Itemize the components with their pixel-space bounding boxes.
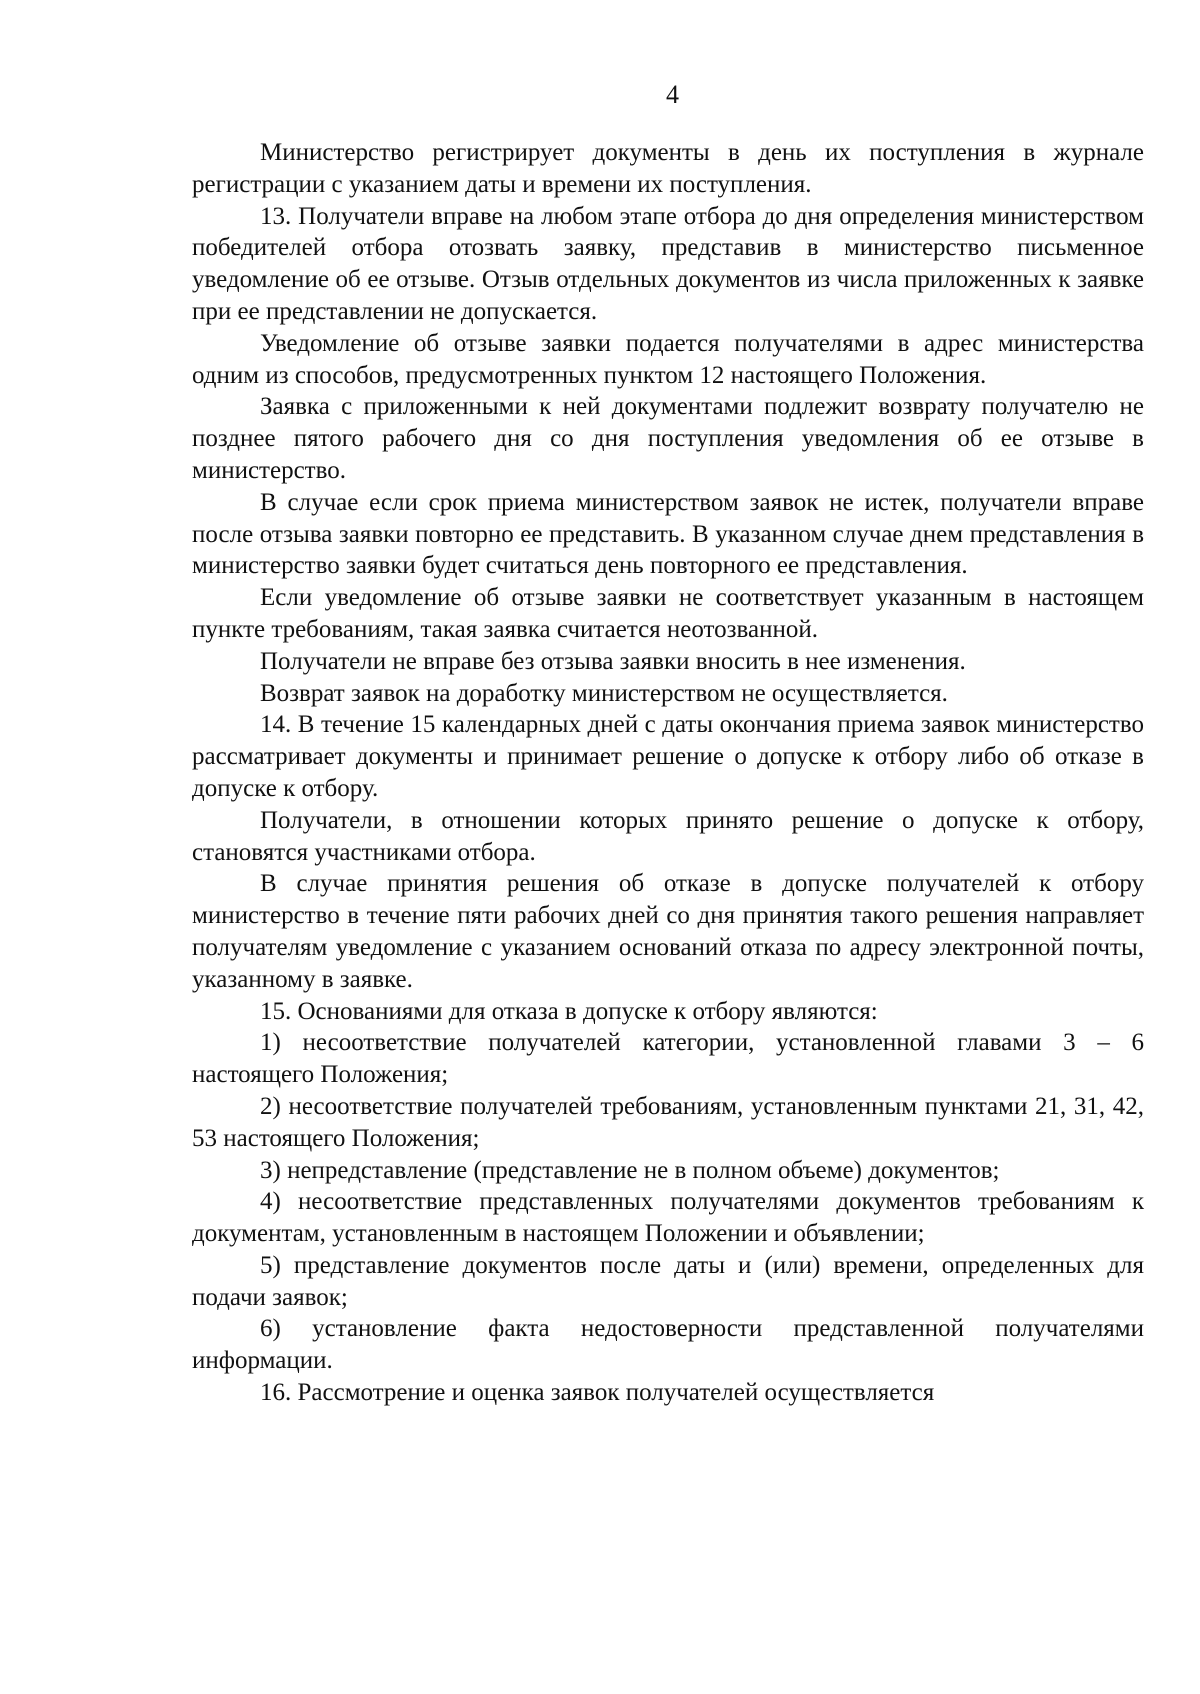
page-number: 4	[666, 80, 679, 109]
paragraph-notice-submission: Уведомление об отзыве заявки подается получателями в адрес министерства одним из способов, предусмотренных пунктом 12 настоящего Положения.	[192, 329, 1144, 389]
list-item-3: 3) непредставление (представление не в полном объеме) документов;	[260, 1156, 1000, 1184]
document-body	[192, 137, 1144, 1409]
paragraph-registration: Министерство регистрирует документы в день их поступления в журнале регистрации с указанием даты и времени их поступления.	[192, 139, 1144, 198]
list-item-2: 2) несоответствие получателей требованиям, установленным пунктами 21, 31, 42, 53 настоящего Положения;	[192, 1092, 1144, 1152]
paragraph-13: 13. Получатели вправе на любом этапе отбора до дня определения министерством победителей отбора отозвать заявку, представив в министерство письменное уведомление об ее отзыве. Отзыв отдельных документов из числа приложенных к заявке при ее представлении не допускается.	[192, 202, 1144, 325]
list-item-1: 1) несоответствие получателей категории, установленной главами 3 – 6 настоящего Положения;	[192, 1029, 1144, 1089]
paragraph-application-return: Заявка с приложенными к ней документами подлежит возврату получателю не позднее пятого рабочего дня со дня поступления уведомления об ее отзыве в министерство.	[192, 393, 1144, 484]
list-item-5: 5) представление документов после даты и (или) времени, определенных для подачи заявок;	[192, 1251, 1144, 1311]
paragraph-refusal-notice: В случае принятия решения об отказе в допуске получателей к отбору министерство в течение пяти рабочих дней со дня принятия такого решения направляет получателям уведомление с указанием оснований отказа по адресу электронной почты, указанному в заявке.	[192, 870, 1144, 993]
paragraph-no-rework: Возврат заявок на доработку министерством не осуществляется.	[260, 679, 948, 707]
paragraph-no-changes: Получатели не вправе без отзыва заявки вносить в нее изменения.	[260, 647, 966, 675]
paragraph-non-compliant-notice: Если уведомление об отзыве заявки не соответствует указанным в настоящем пункте требованиям, такая заявка считается неотозванной.	[192, 584, 1144, 643]
paragraph-resubmission: В случае если срок приема министерством заявок не истек, получатели вправе после отзыва заявки повторно ее представить. В указанном случае днем представления в министерство заявки будет считаться день повторного ее представления.	[192, 488, 1144, 580]
paragraph-16: 16. Рассмотрение и оценка заявок получателей осуществляется	[260, 1379, 935, 1407]
paragraph-participants: Получатели, в отношении которых принято решение о допуске к отбору, становятся участниками отбора.	[192, 806, 1144, 866]
paragraph-14: 14. В течение 15 календарных дней с даты окончания приема заявок министерство рассматривает документы и принимает решение о допуске к отбору либо об отказе в допуске к отбору.	[192, 711, 1144, 802]
paragraph-15: 15. Основаниями для отказа в допуске к отбору являются:	[260, 997, 878, 1025]
list-item-4: 4) несоответствие представленных получателями документов требованиям к документам, установленным в настоящем Положении и объявлении;	[192, 1188, 1144, 1248]
list-item-6: 6) установление факта недостоверности представленной получателями информации.	[192, 1315, 1144, 1375]
